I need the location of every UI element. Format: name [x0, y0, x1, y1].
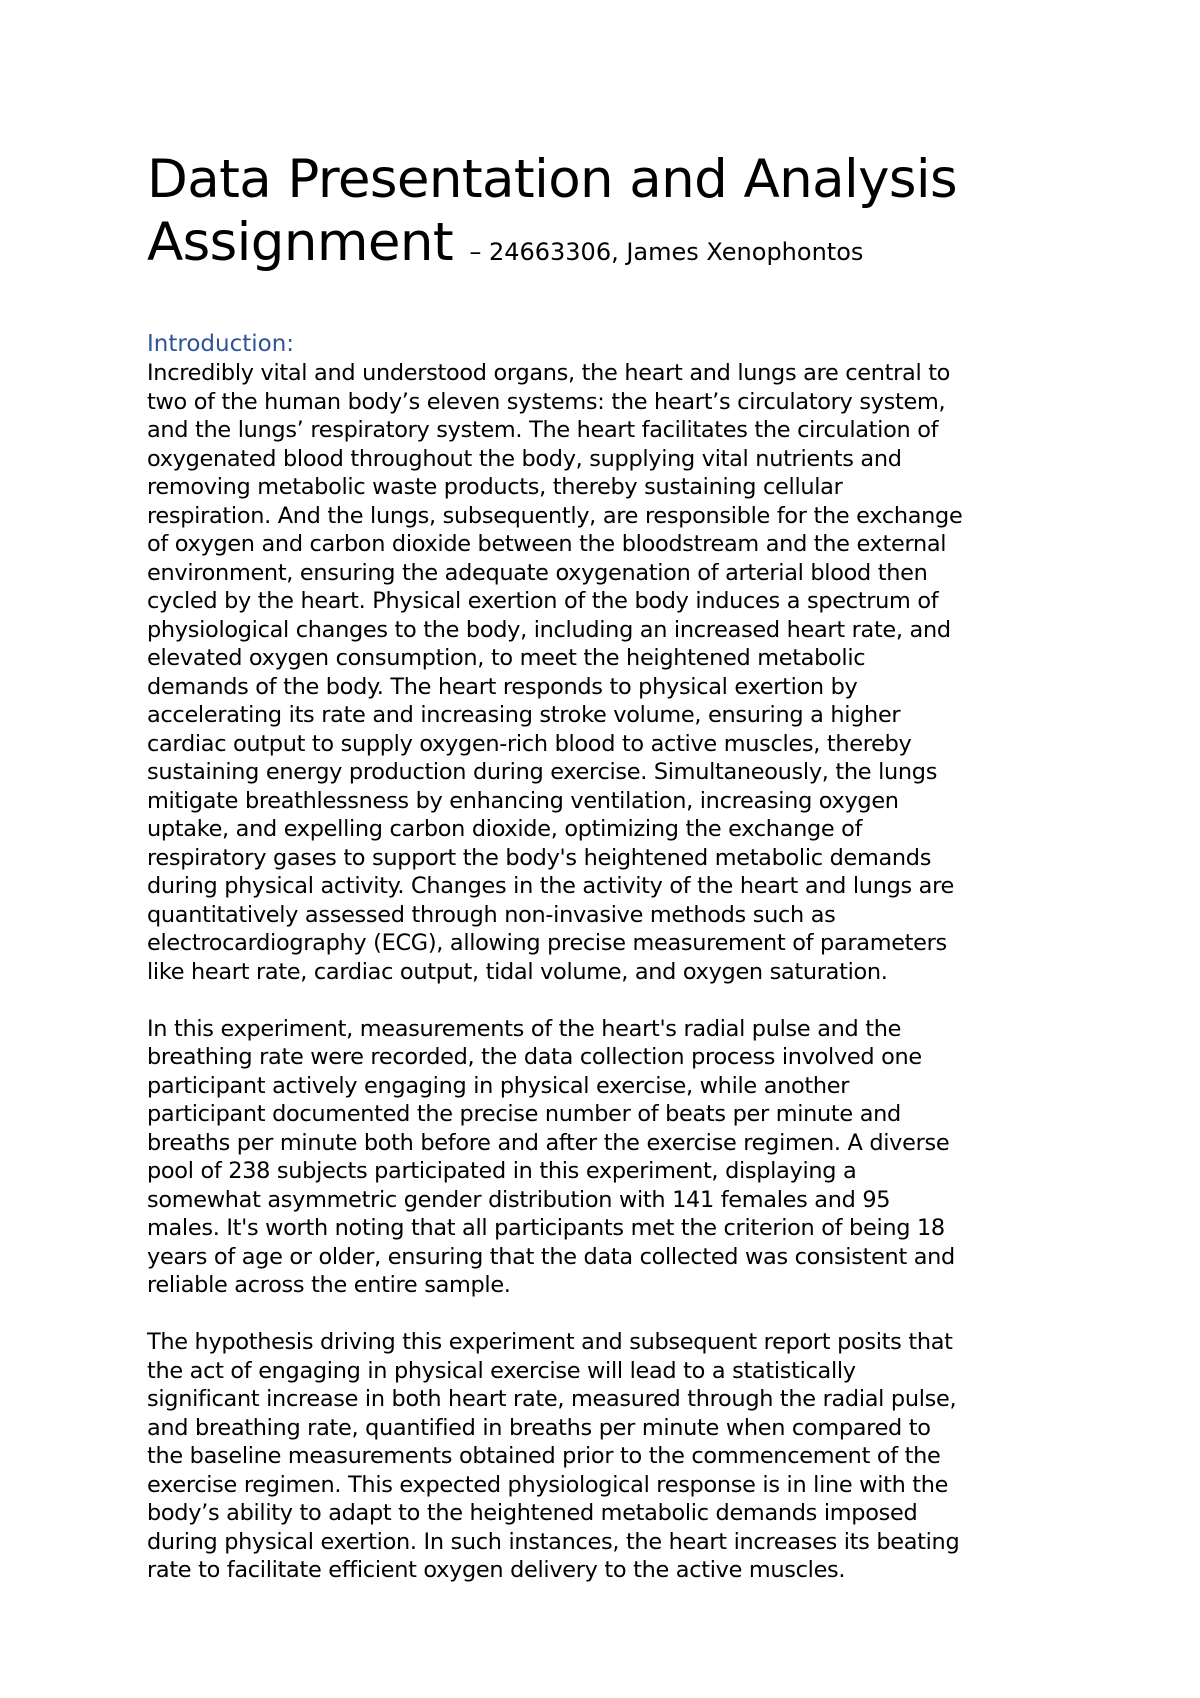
paragraph-hypothesis: The hypothesis driving this experiment and subsequent report posits that the act of engaging in physical exercise will lead to a statistically significant increase in both heart rate, measured through the radial pulse, and breathing rate, quantified in breaths per minute when compared to the baseline measurements obtained prior to the commencement of the exercise regimen. This expected physiological response is in line with the body’s ability to adapt to the heightened metabolic demands imposed during physical exertion. In such instances, the heart increases its beating rate to facilitate efficient oxygen delivery to the active muscles. [147, 1329, 960, 1583]
paragraph-experiment: In this experiment, measurements of the heart's radial pulse and the breathing rate were recorded, the data collection process involved one participant actively engaging in physical exercise, while another participant documented the precise number of beats per minute and breaths per minute both before and after the exercise regimen. A diverse pool of 238 subjects participated in this experiment, displaying a somewhat asymmetric gender distribution with 141 females and 95 males. It's worth noting that all participants met the criterion of being 18 years of age or older, ensuring that the data collected was consistent and reliable across the entire sample. [147, 1015, 955, 1298]
document-title [147, 148, 1077, 284]
section-heading-introduction: Introduction: [147, 331, 295, 357]
document-page [147, 148, 1077, 1585]
title-author: – 24663306, James Xenophontos [469, 238, 864, 266]
paragraph-introduction: Incredibly vital and understood organs, the heart and lungs are central to two of the human body’s eleven systems: the heart’s circulatory system, and the lungs’ respiratory system. The heart facilitates the circulation of oxygenated blood throughout the body, supplying vital nutrients and removing metabolic waste products, thereby sustaining cellular respiration. And the lungs, subsequently, are responsible for the exchange of oxygen and carbon dioxide between the bloodstream and the external environment, ensuring the adequate oxygenation of arterial blood then cycled by the heart. Physical exertion of the body induces a spectrum of physiological changes to the body, including an increased heart rate, and elevated oxygen consumption, to meet the heightened metabolic demands of the body. The heart responds to physical exertion by accelerating its rate and increasing stroke volume, ensuring a higher cardiac output to supply oxygen-rich blood to active muscles, thereby sustaining energy production during exercise. Simultaneously, the lungs mitigate breathlessness by enhancing ventilation, increasing oxygen uptake, and expelling carbon dioxide, optimizing the exchange of respiratory gases to support the body's heightened metabolic demands during physical activity. Changes in the activity of the heart and lungs are quantitatively assessed through non-invasive methods such as electrocardiography (ECG), allowing precise measurement of parameters like heart rate, cardiac output, tidal volume, and oxygen saturation. [147, 360, 963, 985]
title-main: Data Presentation and Analysis Assignment [147, 149, 958, 273]
